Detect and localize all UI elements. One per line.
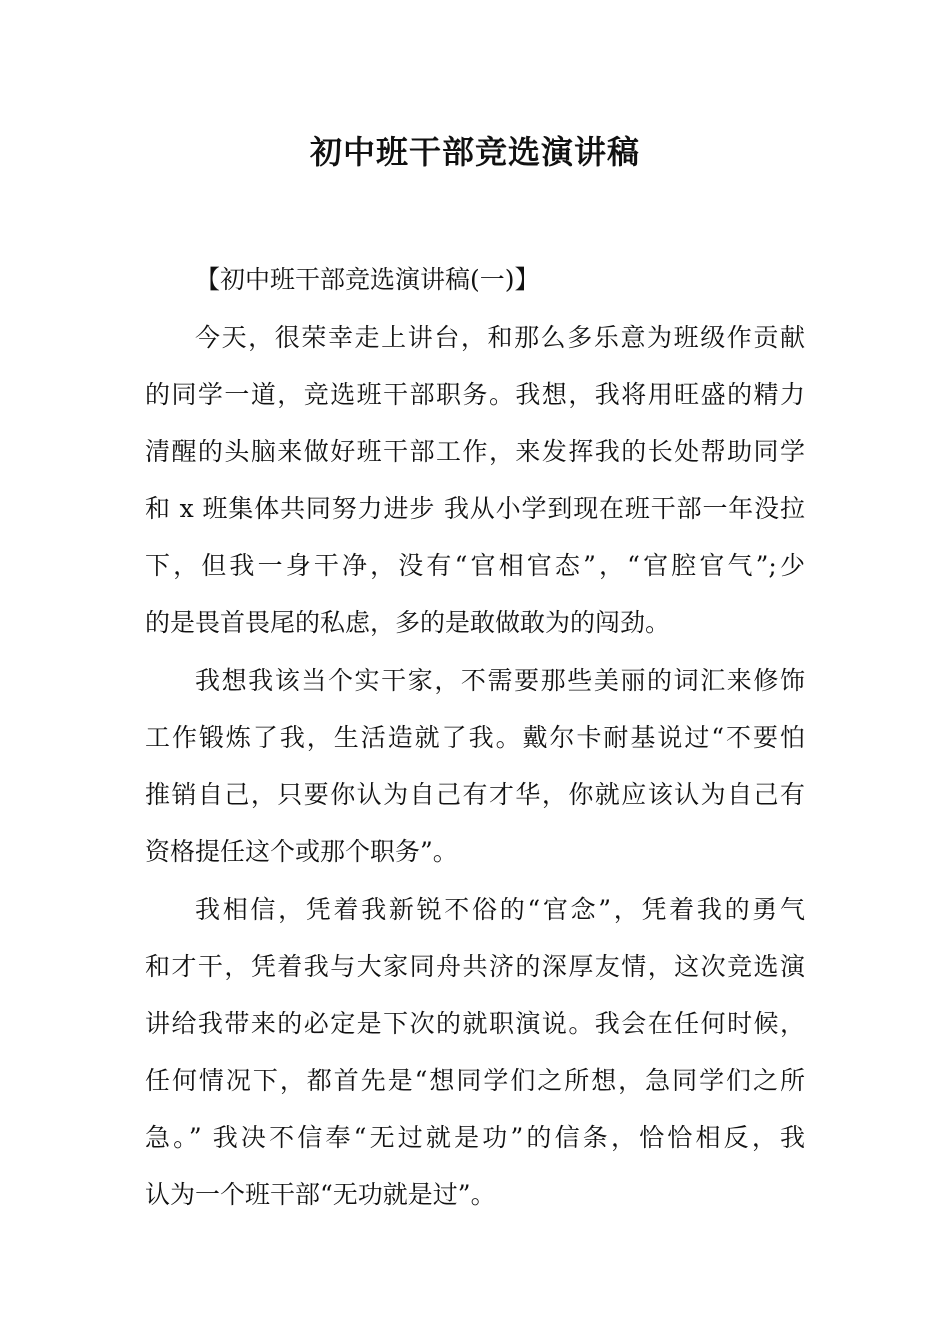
paragraph-1-line-3: 清醒的头脑来做好班干部工作，来发挥我的长处帮助同学	[145, 437, 805, 466]
section-heading: 【初中班干部竞选演讲稿(一)】	[195, 265, 540, 294]
paragraph-1-line-4: 和 x 班集体共同努力进步 我从小学到现在班干部一年没拉	[145, 494, 805, 523]
paragraph-3-line-4: 任何情况下，都首先是“想同学们之所想，急同学们之所	[145, 1066, 805, 1095]
paragraph-2-line-1: 我想我该当个实干家，不需要那些美丽的词汇来修饰	[195, 666, 805, 695]
paragraph-1-line-6: 的是畏首畏尾的私虑，多的是敢做敢为的闯劲。	[145, 608, 671, 637]
paragraph-1-line-1: 今天，很荣幸走上讲台，和那么多乐意为班级作贡献	[195, 323, 805, 352]
paragraph-3-line-3: 讲给我带来的必定是下次的就职演说。我会在任何时候，	[145, 1009, 805, 1038]
paragraph-3-line-6: 认为一个班干部“无功就是过”。	[145, 1180, 496, 1209]
paragraph-2-line-3: 推销自己，只要你认为自己有才华，你就应该认为自己有	[145, 780, 805, 809]
paragraph-3-line-2: 和才干，凭着我与大家同舟共济的深厚友情，这次竞选演	[145, 952, 805, 981]
paragraph-2-line-4: 资格提任这个或那个职务”。	[145, 837, 458, 866]
paragraph-3-line-5: 急。” 我决不信奉“无过就是功”的信条，恰恰相反，我	[145, 1123, 805, 1152]
paragraph-1-line-5: 下，但我一身干净，没有“官相官态”，“官腔官气”;少	[145, 551, 805, 580]
paragraph-2-line-2: 工作锻炼了我，生活造就了我。戴尔卡耐基说过“不要怕	[145, 723, 805, 752]
paragraph-1-line-2: 的同学一道，竞选班干部职务。我想，我将用旺盛的精力	[145, 380, 805, 409]
paragraph-3-line-1: 我相信，凭着我新锐不俗的“官念”，凭着我的勇气	[195, 895, 805, 924]
document-title: 初中班干部竞选演讲稿	[309, 133, 640, 171]
